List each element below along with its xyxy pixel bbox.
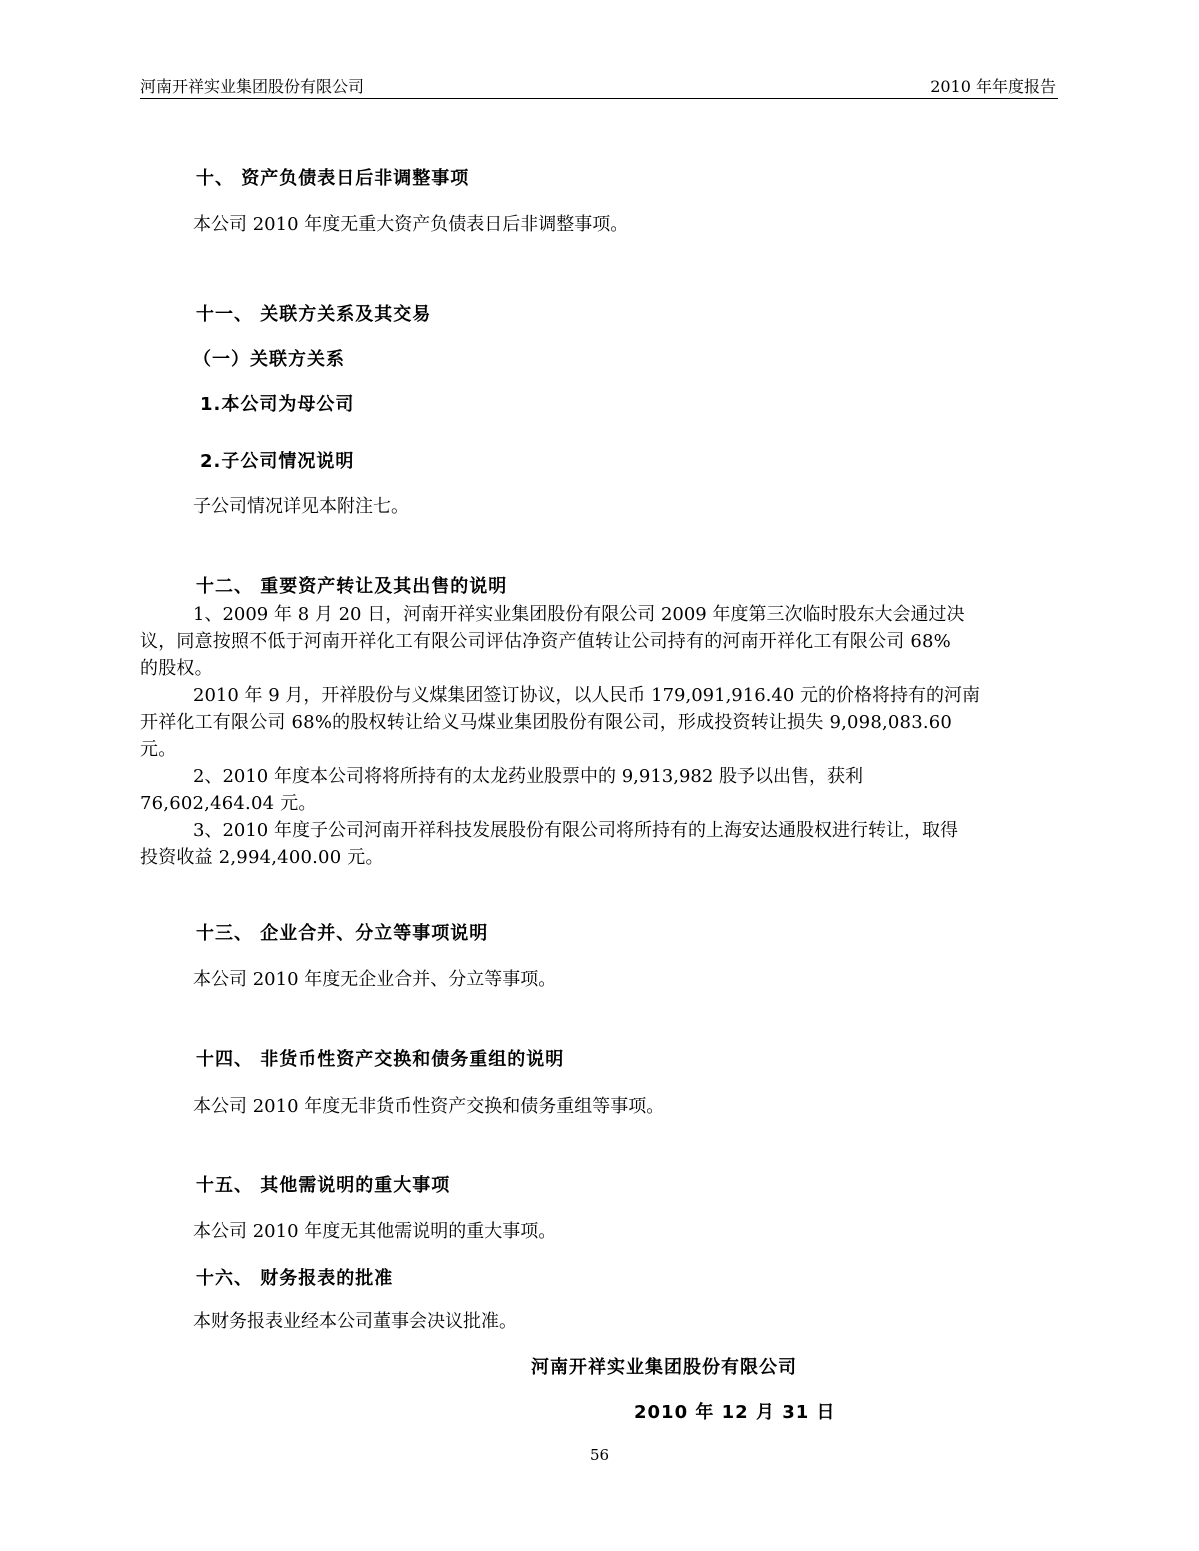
section-12-p3-line2: 76,602,464.04 元。 [140,793,317,814]
section-12-p4-line1: 3、2010 年度子公司河南开祥科技发展股份有限公司将所持有的上海安达通股权进行转让，取得 [193,820,958,841]
section-11-item-2: 2.子公司情况说明 [200,451,355,472]
section-12-p1-line1: 1、2009 年 8 月 20 日，河南开祥实业集团股份有限公司 2009 年度第三次临时股东大会通过决 [193,604,965,625]
section-12-p1-line2: 议，同意按照不低于河南开祥化工有限公司评估净资产值转让公司持有的河南开祥化工有限公司 68% [140,631,951,652]
section-11-item-1: 1.本公司为母公司 [200,394,355,415]
header-company: 河南开祥实业集团股份有限公司 [140,77,365,96]
section-14-title: 十四、 非货币性资产交换和债务重组的说明 [196,1049,565,1070]
section-16-title: 十六、 财务报表的批准 [196,1268,394,1289]
header-report-title: 2010 年年度报告 [930,77,1056,96]
section-15-body: 本公司 2010 年度无其他需说明的重大事项。 [193,1221,557,1242]
section-11-subheading: （一）关联方关系 [193,349,345,370]
signature-company: 河南开祥实业集团股份有限公司 [531,1357,797,1378]
section-12-title: 十二、 重要资产转让及其出售的说明 [196,576,508,597]
section-14-body: 本公司 2010 年度无非货币性资产交换和债务重组等事项。 [193,1096,665,1117]
section-12-p2-line1: 2010 年 9 月，开祥股份与义煤集团签订协议，以人民币 179,091,916.40 元的价格将持有的河南 [193,685,981,706]
section-15-title: 十五、 其他需说明的重大事项 [196,1175,451,1196]
section-13-title: 十三、 企业合并、分立等事项说明 [196,923,489,944]
section-11-title: 十一、 关联方关系及其交易 [196,304,432,325]
section-12-p4-line2: 投资收益 2,994,400.00 元。 [140,847,384,868]
section-12-p2-line3: 元。 [140,739,177,760]
section-10-title: 十、 资产负债表日后非调整事项 [196,168,470,189]
section-10-body: 本公司 2010 年度无重大资产负债表日后非调整事项。 [193,214,629,235]
section-12-p2-line2: 开祥化工有限公司 68%的股权转让给义马煤业集团股份有限公司，形成投资转让损失 9,098,083.60 [140,712,953,733]
section-13-body: 本公司 2010 年度无企业合并、分立等事项。 [193,969,557,990]
signature-date: 2010 年 12 月 31 日 [634,1402,836,1423]
section-12-p1-line3: 的股权。 [140,658,213,679]
header-rule [140,98,1058,99]
section-16-body: 本财务报表业经本公司董事会决议批准。 [193,1311,517,1332]
section-12-p3-line1: 2、2010 年度本公司将将所持有的太龙药业股票中的 9,913,982 股予以出售，获利 [193,766,864,787]
section-11-body: 子公司情况详见本附注七。 [193,496,409,517]
page-number: 56 [589,1446,610,1464]
